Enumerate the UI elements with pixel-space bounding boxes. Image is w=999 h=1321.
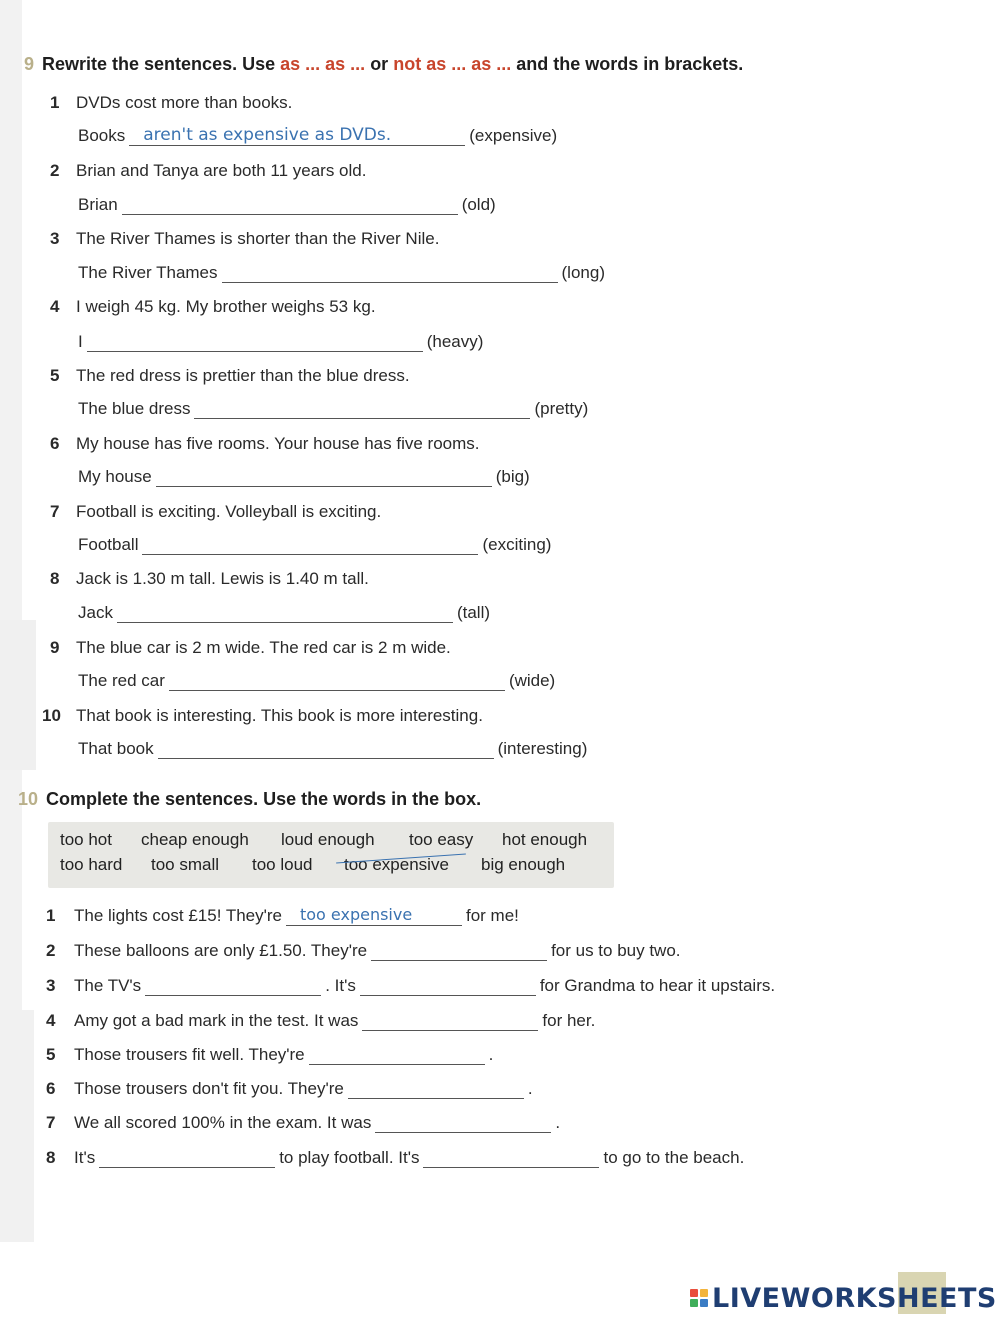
answer-row: My house (big): [78, 467, 530, 486]
answer-blank[interactable]: [145, 977, 321, 996]
answer-row: That book (interesting): [78, 739, 588, 758]
answer-blank[interactable]: [99, 1149, 275, 1168]
answer-row: The River Thames (long): [78, 263, 605, 282]
logo-grid-icon: [690, 1289, 708, 1307]
answer-blank[interactable]: [158, 740, 494, 759]
question-text: 10 That book is interesting. This book is more interesting.: [42, 706, 483, 725]
word-option: too easy: [409, 830, 474, 849]
question-text: 4 I weigh 45 kg. My brother weighs 53 kg.: [50, 297, 376, 316]
answer-blank[interactable]: [142, 536, 478, 555]
answer-blank[interactable]: [286, 907, 462, 926]
logo-square: [700, 1289, 708, 1297]
answer-blank[interactable]: [222, 264, 558, 283]
word-option: hot enough: [502, 830, 588, 849]
exercise-number: 10: [18, 789, 39, 809]
filled-answer: too expensive: [299, 905, 413, 924]
question-text: 7 Football is exciting. Volleyball is exciting.: [50, 502, 382, 521]
question-text: 8 Jack is 1.30 m tall. Lewis is 1.40 m tall.: [50, 569, 369, 588]
answer-blank[interactable]: [309, 1046, 485, 1065]
question-text: 6 My house has five rooms. Your house has five rooms.: [50, 434, 480, 453]
logo-text: LIVEWORKSHEETS: [712, 1282, 997, 1314]
question-text: 9 The blue car is 2 m wide. The red car is 2 m wide.: [50, 638, 451, 657]
page-edge-shadow: [0, 620, 36, 770]
logo-square: [690, 1299, 698, 1307]
word-option-crossed-out: too expensive: [344, 855, 449, 874]
answer-row: Brian (old): [78, 195, 496, 214]
question-text: 3 The River Thames is shorter than the River Nile.: [50, 229, 440, 248]
answer-blank[interactable]: [423, 1149, 599, 1168]
answer-blank[interactable]: [360, 977, 536, 996]
word-option: big enough: [481, 855, 566, 874]
answer-row: I (heavy): [78, 332, 484, 351]
answer-blank[interactable]: [129, 127, 465, 146]
word-option: loud enough: [281, 830, 375, 849]
answer-row: The red car (wide): [78, 671, 556, 690]
answer-blank[interactable]: [117, 604, 453, 623]
sentence-row: 6 Those trousers don't fit you. They're .: [46, 1079, 533, 1098]
logo-square: [690, 1289, 698, 1297]
word-option: cheap enough: [141, 830, 249, 849]
sentence-row: 3 The TV's . It's for Grandma to hear it upstairs.: [46, 976, 776, 995]
question-text: 1 DVDs cost more than books.: [50, 93, 293, 112]
answer-row: Jack (tall): [78, 603, 491, 622]
word-option: too loud: [252, 855, 313, 874]
sentence-row: 5 Those trousers fit well. They're .: [46, 1045, 494, 1064]
answer-blank[interactable]: [156, 468, 492, 487]
answer-blank[interactable]: [362, 1012, 538, 1031]
exercise-9-heading: 9 Rewrite the sentences. Use as ... as ... or not as ... as ... and the words in brackets.: [24, 54, 744, 74]
answer-blank[interactable]: [348, 1080, 524, 1099]
answer-row: Books aren't as expensive as DVDs. (expensive): [78, 125, 558, 145]
answer-blank[interactable]: [87, 333, 423, 352]
exercise-10-heading: 10 Complete the sentences. Use the words in the box.: [18, 789, 482, 809]
exercise-number: 9: [24, 54, 35, 74]
answer-blank[interactable]: [371, 942, 547, 961]
sentence-row: 8 It's to play football. It's to go to the beach.: [46, 1148, 745, 1167]
answer-blank[interactable]: [194, 400, 530, 419]
logo-square: [700, 1299, 708, 1307]
sentence-row: 7 We all scored 100% in the exam. It was .: [46, 1113, 561, 1132]
question-text: 2 Brian and Tanya are both 11 years old.: [50, 161, 367, 180]
word-option: too hard: [60, 855, 123, 874]
answer-row: Football (exciting): [78, 535, 552, 554]
word-option: too small: [151, 855, 220, 874]
word-option: too hot: [60, 830, 112, 849]
question-text: 5 The red dress is prettier than the blue dress.: [50, 366, 410, 385]
answer-blank[interactable]: [169, 672, 505, 691]
answer-blank[interactable]: [375, 1114, 551, 1133]
filled-answer: aren't as expensive as DVDs.: [143, 125, 392, 145]
sentence-row: 2 These balloons are only £1.50. They're for us to buy two.: [46, 941, 681, 960]
answer-blank[interactable]: [122, 196, 458, 215]
sentence-row: 4 Amy got a bad mark in the test. It was for her.: [46, 1011, 596, 1030]
liveworksheets-logo[interactable]: [690, 1280, 997, 1316]
answer-row: The blue dress (pretty): [78, 399, 589, 418]
page-edge-shadow: [0, 1010, 34, 1242]
sentence-row: 1 The lights cost £15! They're too expensive for me!: [46, 905, 519, 925]
